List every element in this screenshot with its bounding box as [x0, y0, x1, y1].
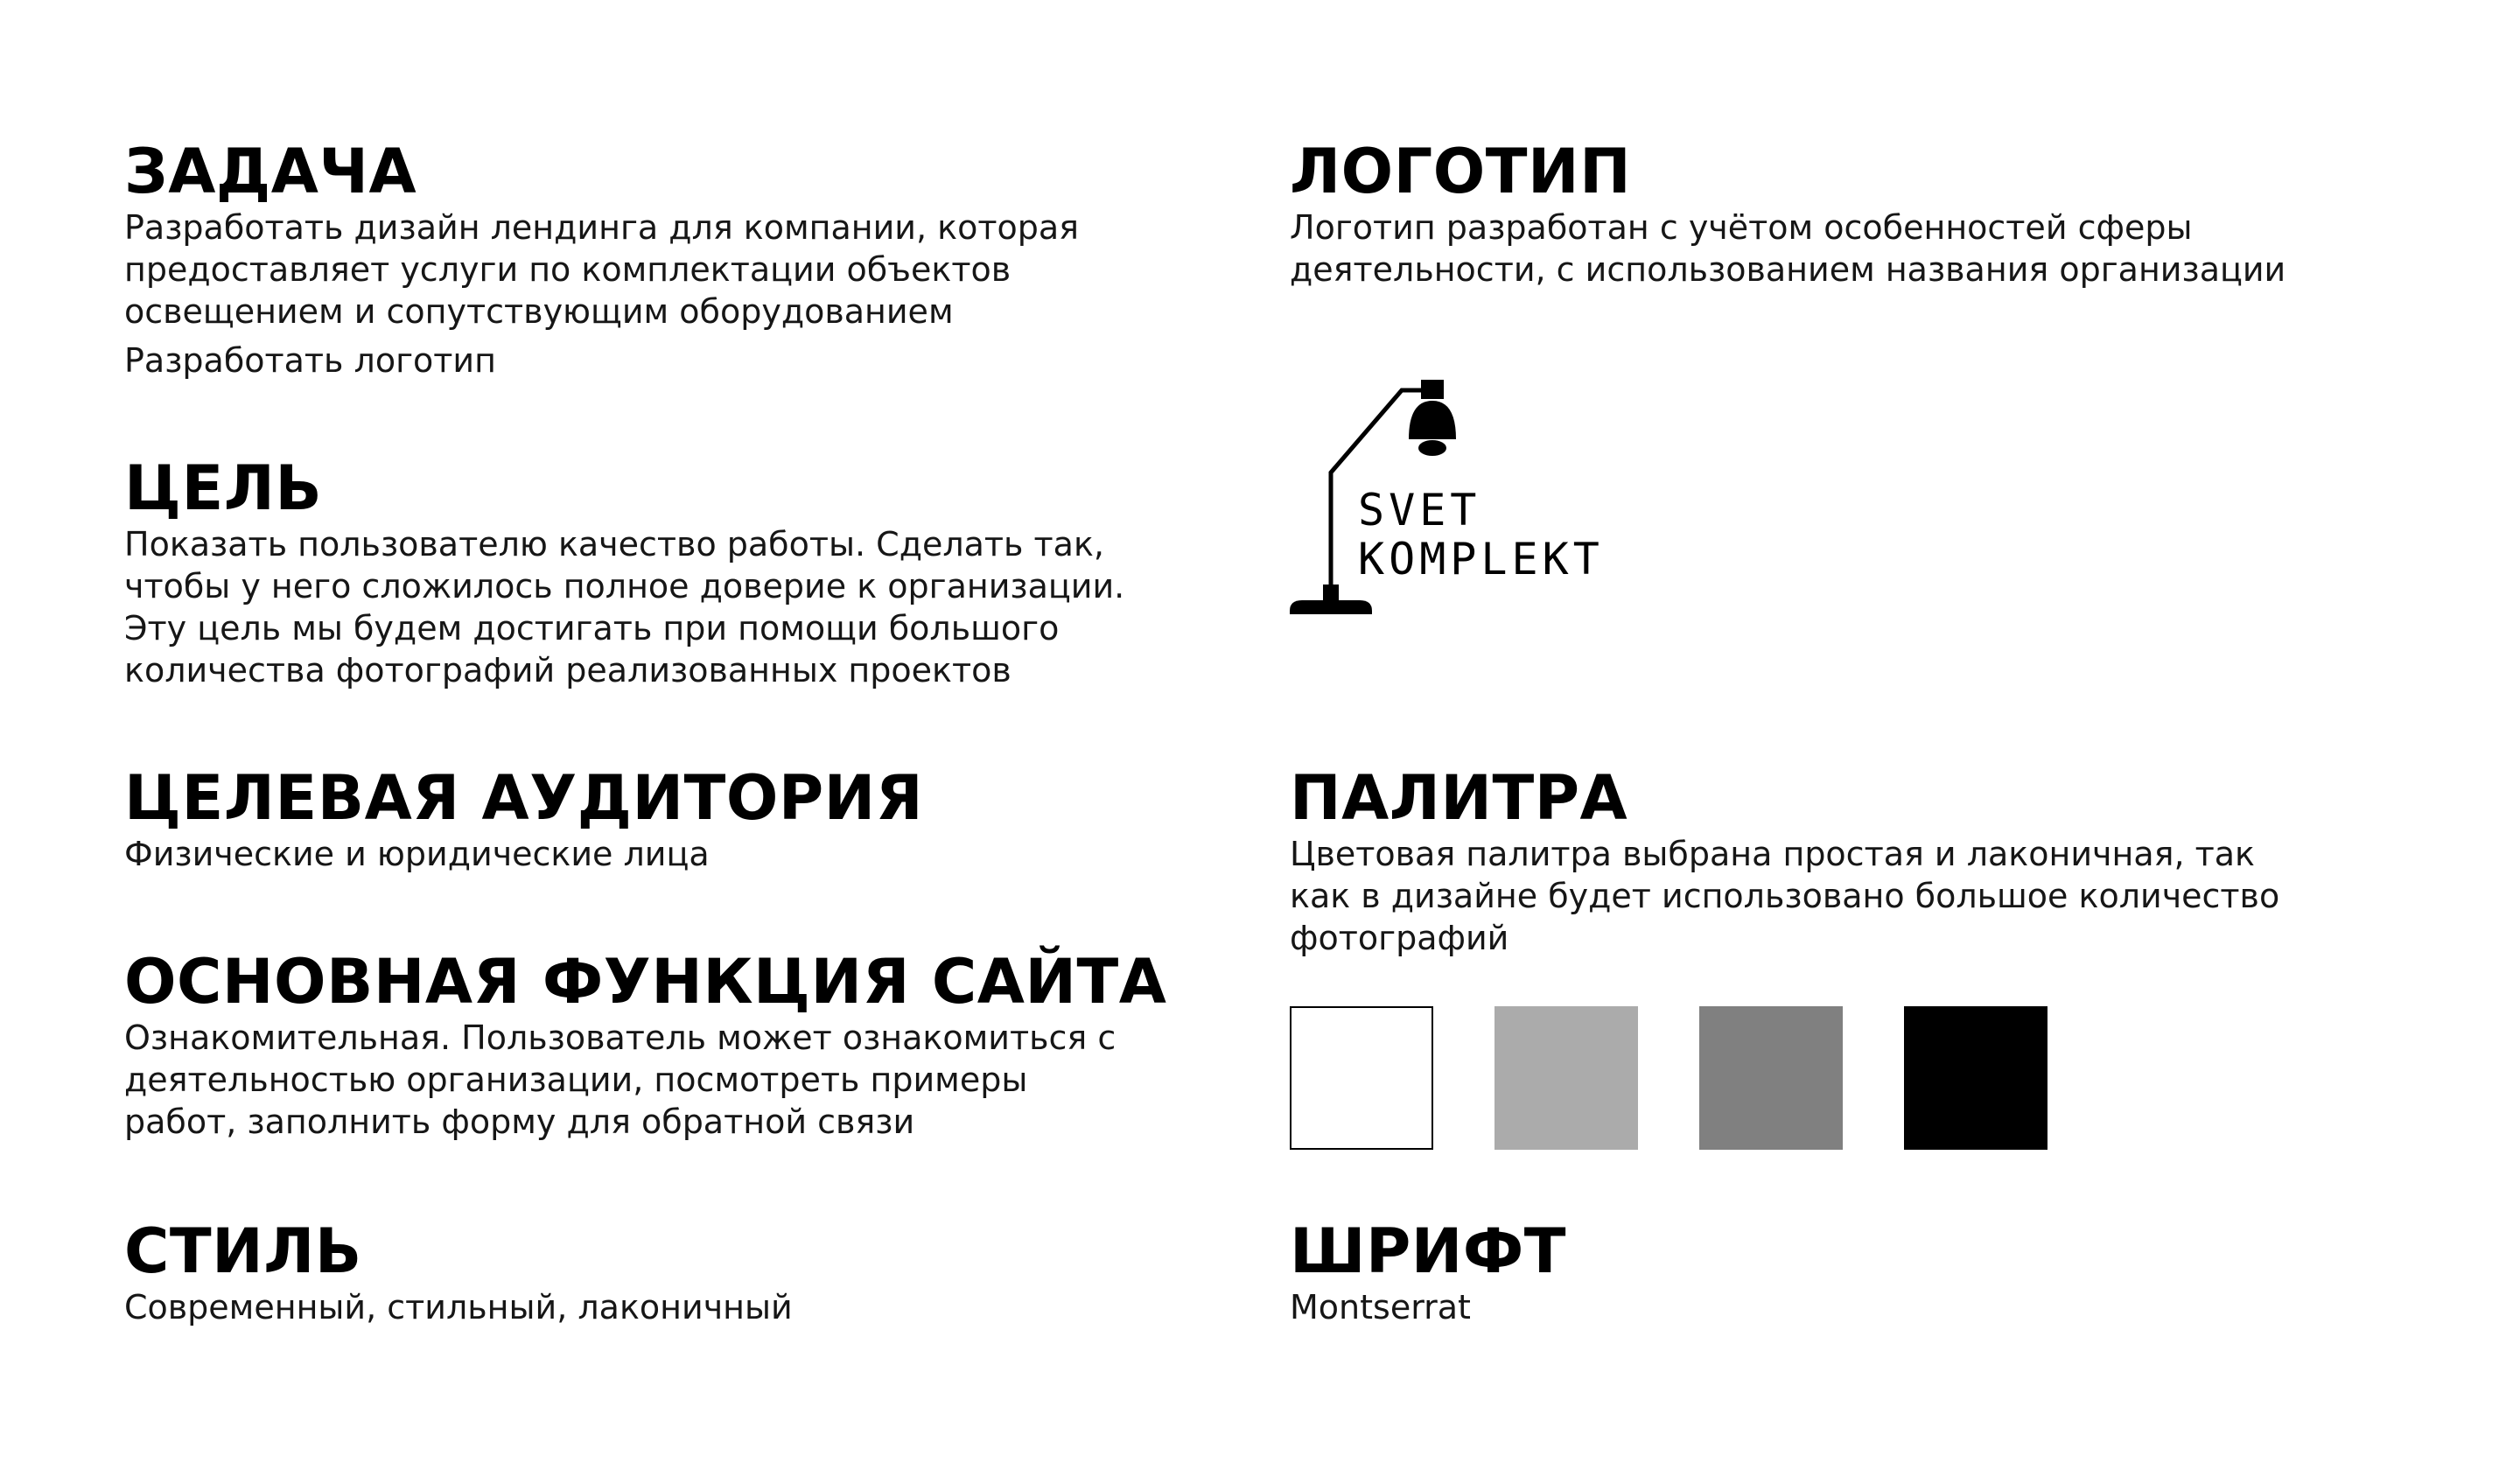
font-heading: ШРИФТ	[1290, 1215, 1567, 1287]
function-text: Ознакомительная. Пользователь может ознакомиться с деятельностью организации, посмотреть примеры работ, заполнить форму для обратной связи	[124, 1018, 1116, 1141]
task-heading: ЗАДАЧА	[124, 136, 417, 207]
logo-word-svet: SVET	[1358, 485, 1481, 536]
audience-text: Физические и юридические лица	[124, 835, 710, 873]
function-heading: ОСНОВНАЯ ФУНКЦИЯ САЙТА	[124, 946, 1167, 1018]
desk-lamp-icon	[1290, 376, 1727, 630]
logo-section	[1290, 136, 2427, 290]
palette-swatches	[1290, 1006, 2077, 1150]
audience-heading: ЦЕЛЕВАЯ АУДИТОРИЯ	[124, 762, 924, 834]
audience-section	[124, 763, 1227, 875]
swatch-gray	[1699, 1006, 1843, 1150]
swatch-white	[1290, 1006, 1433, 1150]
style-heading: СТИЛЬ	[124, 1215, 362, 1287]
logo-heading: ЛОГОТИП	[1290, 136, 1632, 207]
style-text: Современный, стильный, лаконичный	[124, 1288, 793, 1326]
task-section	[124, 136, 1227, 382]
swatch-light-gray	[1494, 1006, 1638, 1150]
function-section	[124, 947, 1227, 1143]
goal-heading: ЦЕЛЬ	[124, 452, 323, 524]
task-text-logo: Разработать логотип	[124, 341, 496, 380]
palette-text: Цветовая палитра выбрана простая и лаконичная, так как в дизайне будет использовано большое количество фотографий	[1290, 835, 2280, 957]
swatch-black	[1904, 1006, 2048, 1150]
logo-text: Логотип разработан с учётом особенностей сферы деятельности, с использованием названия организации	[1290, 208, 2286, 289]
logo-word-komplekt: KOMPLEKT	[1358, 534, 1604, 584]
goal-section	[124, 453, 1227, 691]
palette-heading: ПАЛИТРА	[1290, 762, 1628, 834]
style-section	[124, 1216, 1227, 1328]
task-text: Разработать дизайн лендинга для компании, которая предоставляет услуги по комплектации объектов освещением и сопутствующим оборудованием	[124, 208, 1080, 331]
font-text: Montserrat	[1290, 1288, 1471, 1326]
palette-section	[1290, 763, 2427, 959]
font-section	[1290, 1216, 2427, 1328]
goal-text: Показать пользователю качество работы. Сделать так, чтобы у него сложилось полное доверие к организации. Эту цель мы будем достигать при помощи большого количества фотографий реализованных проектов	[124, 525, 1125, 690]
company-logo	[1290, 376, 1727, 630]
